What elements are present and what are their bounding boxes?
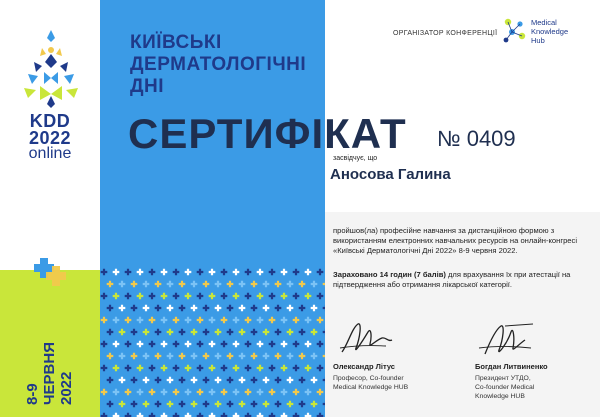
pattern-cross [161, 269, 168, 276]
pattern-cross [269, 365, 276, 372]
pattern-cross [179, 377, 186, 384]
pattern-cross [185, 269, 192, 276]
pattern-cross [167, 329, 174, 336]
pattern-cross [269, 269, 276, 276]
pattern-cross [185, 341, 192, 348]
pattern-cross [185, 317, 192, 324]
pattern-cross [299, 329, 306, 336]
pattern-cross [101, 341, 108, 348]
pattern-cross [317, 413, 324, 417]
credit-hours-text [333, 270, 578, 290]
pattern-cross [317, 341, 324, 348]
pattern-cross [227, 305, 234, 312]
pattern-cross [275, 329, 282, 336]
pattern-cross [269, 293, 276, 300]
pattern-cross [233, 317, 240, 324]
pattern-cross [287, 329, 294, 336]
organizer-name-line-2: Knowledge [531, 27, 569, 36]
pattern-cross [125, 293, 132, 300]
pattern-cross [311, 377, 318, 384]
pattern-cross [299, 401, 306, 408]
pattern-cross [155, 305, 162, 312]
pattern-cross [197, 317, 204, 324]
pattern-cross [101, 317, 108, 324]
pattern-cross [233, 365, 240, 372]
pattern-cross [221, 317, 228, 324]
pattern-cross [149, 341, 156, 348]
pattern-cross [155, 377, 162, 384]
pattern-cross [239, 329, 246, 336]
pattern-cross [293, 317, 300, 324]
logo-kdd: KDD [29, 111, 71, 131]
pattern-cross [197, 293, 204, 300]
pattern-cross [263, 377, 270, 384]
pattern-cross [137, 293, 144, 300]
pattern-cross [149, 413, 156, 417]
pattern-cross [293, 341, 300, 348]
pattern-cross [317, 365, 324, 372]
pattern-cross [167, 353, 174, 360]
pattern-cross [101, 413, 108, 417]
pattern-cross [101, 365, 108, 372]
pattern-cross [161, 365, 168, 372]
organizer-name-line-1: Medical [531, 18, 557, 27]
signer-1-name: Олександр Літус [333, 362, 395, 371]
pattern-cross [239, 377, 246, 384]
pattern-cross [281, 317, 288, 324]
pattern-cross [257, 269, 264, 276]
pattern-cross [113, 413, 120, 417]
pattern-cross [287, 377, 294, 384]
pattern-cross [173, 269, 180, 276]
pattern-cross [167, 401, 174, 408]
pattern-cross [137, 317, 144, 324]
pattern-cross [209, 341, 216, 348]
pattern-cross [263, 401, 270, 408]
pattern-cross [293, 389, 300, 396]
signer-2-name: Богдан Литвиненко [475, 362, 548, 371]
pattern-cross [173, 413, 180, 417]
pattern-cross [179, 353, 186, 360]
pattern-cross [173, 365, 180, 372]
pattern-cross [275, 401, 282, 408]
pattern-cross [317, 389, 324, 396]
pattern-cross [107, 281, 114, 288]
certificate-number: № 0409 [437, 126, 516, 151]
pattern-cross [179, 305, 186, 312]
pattern-cross [221, 389, 228, 396]
pattern-cross [233, 293, 240, 300]
pattern-cross [227, 377, 234, 384]
pattern-cross [203, 305, 210, 312]
pattern-cross [209, 365, 216, 372]
pattern-cross [317, 317, 324, 324]
pattern-cross [215, 329, 222, 336]
pattern-cross [203, 377, 210, 384]
pattern-cross [221, 341, 228, 348]
pattern-cross [167, 305, 174, 312]
pattern-cross [233, 341, 240, 348]
pattern-cross [143, 329, 150, 336]
pattern-cross [143, 353, 150, 360]
pattern-cross [233, 413, 240, 417]
logo-year: 2022 [28, 128, 72, 148]
pattern-cross [299, 305, 306, 312]
pattern-cross [233, 389, 240, 396]
organizer-label: ОРГАНІЗАТОР КОНФЕРЕНЦІЇ [393, 30, 498, 37]
pattern-cross [257, 317, 264, 324]
pattern-cross [125, 389, 132, 396]
signature-1-icon [338, 318, 394, 358]
pattern-cross [119, 377, 126, 384]
pattern-cross [305, 389, 312, 396]
pattern-cross [131, 281, 138, 288]
pattern-cross [245, 341, 252, 348]
pattern-cross [311, 281, 318, 288]
pattern-cross [245, 293, 252, 300]
pattern-cross [275, 377, 282, 384]
dates-day: 8-9 [24, 383, 41, 405]
pattern-cross [305, 317, 312, 324]
pattern-cross [167, 377, 174, 384]
recipient-name: Аносова Галина [330, 166, 451, 183]
pattern-cross [281, 389, 288, 396]
pattern-cross [257, 341, 264, 348]
pattern-cross [197, 413, 204, 417]
pattern-cross [209, 269, 216, 276]
pattern-cross [119, 401, 126, 408]
pattern-cross [245, 317, 252, 324]
signature-2-icon [475, 318, 535, 360]
pattern-cross [251, 353, 258, 360]
pattern-cross [311, 305, 318, 312]
credit-hours-bold: Зараховано 14 годин (7 балів) [333, 270, 446, 279]
dates-year: 2022 [58, 371, 75, 405]
pattern-cross [113, 317, 120, 324]
pattern-cross [143, 377, 150, 384]
plus-cross-icon [34, 256, 68, 286]
pattern-cross [305, 293, 312, 300]
pattern-cross [215, 281, 222, 288]
pattern-cross [173, 293, 180, 300]
pattern-cross [305, 413, 312, 417]
pattern-cross [155, 401, 162, 408]
pattern-cross [101, 293, 108, 300]
pattern-cross [185, 389, 192, 396]
signer-2-role [475, 374, 585, 401]
pattern-cross [107, 401, 114, 408]
title-line-2: ДЕРМАТОЛОГІЧНІ [130, 54, 307, 75]
pattern-cross [107, 377, 114, 384]
pattern-cross [251, 401, 258, 408]
pattern-cross [203, 281, 210, 288]
pattern-cross [281, 269, 288, 276]
pattern-cross [191, 329, 198, 336]
pattern-cross [269, 389, 276, 396]
pattern-cross [113, 341, 120, 348]
pattern-cross [293, 269, 300, 276]
pattern-cross [275, 353, 282, 360]
pattern-cross [275, 305, 282, 312]
pattern-cross [143, 305, 150, 312]
pattern-cross [251, 281, 258, 288]
title-line-3: ДНІ [130, 76, 165, 97]
pattern-cross [119, 353, 126, 360]
pattern-cross [203, 353, 210, 360]
pattern-cross [287, 305, 294, 312]
organizer-name [531, 18, 568, 45]
pattern-cross [293, 365, 300, 372]
pattern-cross [161, 413, 168, 417]
pattern-cross [293, 293, 300, 300]
pattern-cross [179, 281, 186, 288]
pattern-cross [263, 281, 270, 288]
pattern-cross [317, 293, 324, 300]
pattern-cross [107, 329, 114, 336]
pattern-cross [251, 377, 258, 384]
pattern-cross [227, 353, 234, 360]
pattern-cross [149, 269, 156, 276]
pattern-cross [245, 269, 252, 276]
credit-hours-rest: для врахування їх при атестації на підтвердження або отримання лікарської категорії. [333, 270, 571, 289]
pattern-cross [161, 317, 168, 324]
pattern-cross [269, 317, 276, 324]
pattern-cross [221, 293, 228, 300]
pattern-cross [125, 317, 132, 324]
pattern-cross [281, 365, 288, 372]
training-description: пройшов(ла) професійне навчання за дистанційною формою з використанням електронних навчальних ресурсів на онлайн-конгресі «Київські Дерматологічні Дні 2022» 8-9 червня 2022. [333, 226, 578, 255]
pattern-cross [239, 305, 246, 312]
pattern-cross [113, 269, 120, 276]
pattern-cross [119, 329, 126, 336]
pattern-cross [269, 413, 276, 417]
pattern-cross [209, 413, 216, 417]
signer-1-role-line-2: Medical Knowledge HUB [333, 384, 409, 391]
pattern-cross [191, 401, 198, 408]
pattern-cross [149, 365, 156, 372]
pattern-cross [275, 281, 282, 288]
pattern-cross [203, 329, 210, 336]
pattern-cross [131, 329, 138, 336]
pattern-cross [299, 377, 306, 384]
pattern-cross [185, 365, 192, 372]
pattern-cross [101, 269, 108, 276]
pattern-cross [107, 305, 114, 312]
pattern-cross [155, 281, 162, 288]
pattern-cross [173, 389, 180, 396]
medical-knowledge-hub-logo-icon [500, 16, 530, 46]
pattern-cross [251, 329, 258, 336]
pattern-cross [257, 293, 264, 300]
pattern-cross [149, 317, 156, 324]
pattern-cross [299, 281, 306, 288]
pattern-cross [191, 377, 198, 384]
pattern-cross [317, 269, 324, 276]
pattern-cross [245, 365, 252, 372]
pattern-cross [137, 341, 144, 348]
pattern-cross [293, 413, 300, 417]
pattern-cross [269, 341, 276, 348]
pattern-cross [221, 413, 228, 417]
pattern-cross [125, 269, 132, 276]
logo-online: online [28, 145, 72, 162]
pattern-cross [143, 281, 150, 288]
pattern-cross [287, 401, 294, 408]
pattern-cross [239, 353, 246, 360]
pattern-cross [191, 281, 198, 288]
pattern-cross [149, 389, 156, 396]
pattern-cross [131, 401, 138, 408]
pattern-cross [161, 389, 168, 396]
pattern-cross [281, 293, 288, 300]
pattern-cross [251, 305, 258, 312]
event-dates [24, 342, 75, 405]
pattern-cross [155, 329, 162, 336]
pattern-cross [161, 341, 168, 348]
pattern-cross [137, 413, 144, 417]
signer-2-role-line-3: Knowledge HUB [475, 393, 525, 400]
certificate-heading: СЕРТИФІКАТ [128, 110, 407, 157]
signer-2-role-line-2: Co-founder Medical [475, 384, 535, 391]
pattern-cross [263, 353, 270, 360]
pattern-cross [239, 281, 246, 288]
pattern-cross [185, 293, 192, 300]
pattern-cross [305, 269, 312, 276]
pattern-cross [215, 377, 222, 384]
pattern-cross [107, 353, 114, 360]
pattern-cross [191, 305, 198, 312]
attest-text: засвідчує, що [333, 155, 378, 162]
pattern-cross [131, 353, 138, 360]
pattern-cross [101, 389, 108, 396]
pattern-cross [179, 329, 186, 336]
pattern-cross [113, 365, 120, 372]
cross-pattern [100, 268, 325, 417]
pattern-cross [125, 341, 132, 348]
pattern-cross [221, 269, 228, 276]
kdd-logo-icon [22, 28, 80, 110]
signer-1-role [333, 374, 453, 392]
pattern-cross [143, 401, 150, 408]
pattern-cross [215, 401, 222, 408]
pattern-cross [131, 305, 138, 312]
pattern-cross [149, 293, 156, 300]
pattern-cross [173, 341, 180, 348]
pattern-cross [197, 389, 204, 396]
pattern-cross [257, 389, 264, 396]
pattern-cross [167, 281, 174, 288]
pattern-cross [137, 269, 144, 276]
pattern-cross [311, 353, 318, 360]
pattern-cross [305, 365, 312, 372]
pattern-cross [215, 305, 222, 312]
pattern-cross [137, 365, 144, 372]
pattern-cross [257, 413, 264, 417]
pattern-cross [287, 281, 294, 288]
pattern-cross [197, 365, 204, 372]
pattern-cross [311, 401, 318, 408]
pattern-cross [185, 413, 192, 417]
pattern-cross [125, 413, 132, 417]
pattern-cross [281, 341, 288, 348]
pattern-cross [215, 353, 222, 360]
organizer-name-line-3: Hub [531, 36, 545, 45]
pattern-cross [233, 269, 240, 276]
pattern-cross [119, 305, 126, 312]
pattern-cross [221, 365, 228, 372]
pattern-cross [227, 401, 234, 408]
pattern-cross [209, 293, 216, 300]
pattern-cross [119, 281, 126, 288]
pattern-cross [113, 293, 120, 300]
pattern-cross [113, 389, 120, 396]
title-line-1: КИЇВСЬКІ [130, 32, 222, 53]
pattern-cross [245, 413, 252, 417]
pattern-cross [245, 389, 252, 396]
signer-2-role-line-1: Президент УТДО, [475, 375, 531, 382]
pattern-cross [161, 293, 168, 300]
pattern-cross [209, 389, 216, 396]
dates-month: ЧЕРВНЯ [41, 342, 58, 405]
pattern-cross [263, 305, 270, 312]
pattern-cross [227, 329, 234, 336]
pattern-cross [137, 389, 144, 396]
pattern-cross [203, 401, 210, 408]
pattern-cross [209, 317, 216, 324]
pattern-cross [197, 269, 204, 276]
pattern-cross [263, 329, 270, 336]
pattern-cross [155, 353, 162, 360]
pattern-cross [197, 341, 204, 348]
pattern-cross [125, 365, 132, 372]
signer-1-role-line-1: Професор, Co-founder [333, 375, 404, 382]
pattern-cross [257, 365, 264, 372]
pattern-cross [191, 353, 198, 360]
pattern-cross [299, 353, 306, 360]
pattern-cross [131, 377, 138, 384]
event-title [130, 32, 306, 98]
pattern-cross [179, 401, 186, 408]
pattern-cross [227, 281, 234, 288]
pattern-cross [311, 329, 318, 336]
pattern-cross [305, 341, 312, 348]
pattern-cross [287, 353, 294, 360]
pattern-cross [173, 317, 180, 324]
pattern-cross [281, 413, 288, 417]
pattern-cross [239, 401, 246, 408]
